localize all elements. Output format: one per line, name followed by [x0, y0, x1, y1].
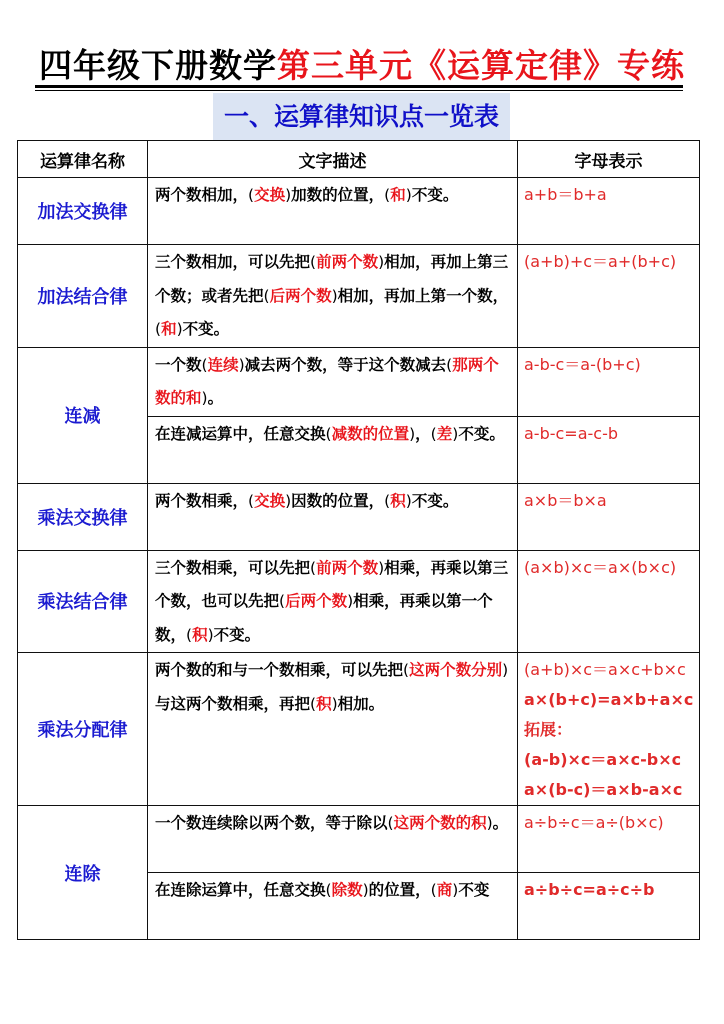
bracket: (: [186, 625, 193, 644]
law-formula: [518, 483, 700, 550]
bracket: (: [384, 491, 391, 510]
law-formula: [518, 550, 700, 653]
laws-table: [17, 140, 700, 940]
formula-line: a÷b÷c=a÷c÷b: [524, 880, 655, 899]
description-text: 相乘，再乘以第一个数，: [155, 592, 493, 644]
title-unit: 第三单元《运算定律》专练: [277, 46, 685, 85]
law-formula: [518, 178, 700, 245]
highlight-keyword: 积: [192, 625, 208, 644]
law-description: [148, 483, 518, 550]
bracket: (: [201, 355, 208, 374]
description-text: 一个数连续除以两个数，等于除以: [155, 814, 388, 832]
bracket: (: [248, 491, 255, 510]
law-description: [148, 245, 518, 348]
formula-line: (a×b)×c＝a×(b×c): [524, 557, 677, 577]
highlight-keyword: 那两个数的和: [155, 355, 499, 407]
description-text: 在连减运算中，任意交换: [155, 424, 326, 443]
highlight-keyword: 这两个数的积: [393, 814, 487, 832]
highlight-keyword: 交换: [254, 186, 286, 204]
header-description: 文字描述: [148, 141, 518, 178]
bracket: ): [486, 814, 493, 832]
highlight-keyword: 交换: [254, 491, 286, 510]
table-row: [18, 550, 700, 653]
title-grade: 四年级下册数学: [39, 46, 277, 85]
bracket: ): [176, 320, 183, 338]
description-text: 相加，再加上第一个数，: [337, 286, 509, 305]
table-row: [18, 806, 700, 873]
bracket: (: [430, 424, 437, 443]
formula-line: a+b＝b+a: [524, 185, 607, 204]
description-text: 不变。: [411, 491, 459, 510]
law-formula: [518, 873, 700, 940]
law-name: 加法结合律: [18, 245, 148, 348]
bracket: ): [201, 389, 208, 407]
formula-line: a×(b+c)=a×b+a×c: [524, 690, 694, 709]
law-formula: [518, 416, 700, 483]
bracket: (: [155, 320, 162, 338]
description-text: 不变。: [182, 320, 230, 338]
bracket: ): [452, 881, 459, 899]
description-text: 两个数相乘，: [155, 491, 249, 510]
highlight-keyword: 和: [161, 320, 177, 338]
description-text: 在连除运算中，任意交换: [155, 881, 326, 899]
table-row: [18, 245, 700, 348]
bracket: (: [310, 694, 317, 713]
page-title: [0, 44, 724, 88]
bracket: ): [405, 491, 412, 510]
law-name: 乘法交换律: [18, 483, 148, 550]
law-name: 连减: [18, 347, 148, 483]
description-text: 因数的位置，: [291, 491, 385, 510]
bracket: ): [207, 625, 214, 644]
description-text: 三个数相乘，可以先把: [155, 558, 311, 577]
description-text: 不变: [458, 881, 490, 899]
highlight-keyword: 积: [390, 491, 406, 510]
bracket: ): [331, 286, 338, 305]
bracket: (: [248, 186, 255, 204]
bracket: ): [285, 491, 292, 510]
bracket: (: [430, 881, 437, 899]
bracket: ): [378, 253, 385, 271]
bracket: ): [452, 424, 459, 443]
formula-line: (a-b)×c＝a×c-b×c: [524, 750, 682, 769]
formula-line: a÷b÷c＝a÷(b×c): [524, 813, 664, 832]
description-text: 相加。: [337, 694, 385, 713]
highlight-keyword: 商: [436, 881, 453, 899]
highlight-keyword: 这两个数分别: [409, 661, 503, 679]
header-law-name: 运算律名称: [18, 141, 148, 178]
law-name: 乘法结合律: [18, 550, 148, 653]
bracket: (: [310, 558, 317, 577]
bracket: ): [331, 694, 338, 713]
highlight-keyword: 前两个数: [316, 253, 379, 271]
highlight-keyword: 后两个数: [269, 286, 332, 305]
bracket: (: [310, 253, 317, 271]
bracket: ): [378, 558, 385, 577]
description-text: 不变。: [458, 424, 505, 443]
highlight-keyword: 除数: [331, 881, 363, 899]
highlight-keyword: 积: [316, 694, 332, 713]
law-name: 加法交换律: [18, 178, 148, 245]
description-text: 加数的位置，: [291, 186, 385, 204]
description-text: 。: [492, 814, 509, 832]
formula-line: a-b-c＝a-(b+c): [524, 354, 641, 374]
formula-line: 拓展：: [524, 720, 573, 739]
bracket: (: [263, 286, 270, 305]
table-row: [18, 653, 700, 806]
table-row: [18, 483, 700, 550]
law-description: [148, 873, 518, 940]
title-underline-thin: [35, 90, 683, 91]
bracket: ): [409, 424, 416, 443]
description-text: 相加，再加上第三个数；或者先把: [155, 253, 509, 305]
description-text: 减去两个数，等于这个数减去: [244, 355, 447, 374]
bracket: ): [238, 355, 245, 374]
bracket: (: [403, 661, 410, 679]
highlight-keyword: 和: [390, 186, 406, 204]
title-underline-thick: [35, 85, 683, 88]
highlight-keyword: 连续: [207, 355, 239, 374]
highlight-keyword: 后两个数: [285, 592, 348, 610]
bracket: ): [502, 661, 509, 679]
header-formula: 字母表示: [518, 141, 700, 178]
law-description: [148, 653, 518, 806]
bracket: ): [362, 881, 369, 899]
formula-line: a×(b-c)＝a×b-a×c: [524, 780, 683, 799]
formula-line: (a+b)+c＝a+(b+c): [524, 252, 677, 271]
formula-line: (a+b)×c＝a×c+b×c: [524, 660, 686, 679]
bracket: (: [325, 424, 332, 443]
law-formula: [518, 653, 700, 806]
table-row: [18, 178, 700, 245]
bracket: (: [387, 814, 394, 832]
description-text: ，: [415, 424, 431, 443]
law-description: [148, 416, 518, 483]
bracket: (: [446, 355, 453, 374]
description-text: 三个数相加，可以先把: [155, 253, 311, 271]
formula-line: a×b＝b×a: [524, 490, 607, 510]
highlight-keyword: 减数的位置: [331, 424, 410, 443]
bracket: (: [325, 881, 332, 899]
bracket: ): [285, 186, 292, 204]
section-heading: 一、运算律知识点一览表: [213, 93, 510, 140]
law-description: [148, 806, 518, 873]
description-text: 两个数相加，: [155, 186, 249, 204]
description-text: 一个数: [155, 355, 202, 374]
description-text: 与这两个数相乘，再把: [155, 694, 311, 713]
table-row: [18, 347, 700, 416]
law-name: 连除: [18, 806, 148, 940]
description-text: 的位置，: [368, 881, 431, 899]
description-text: 相乘，再乘以第三个数，也可以先把: [155, 558, 509, 610]
description-text: 不变。: [213, 625, 261, 644]
description-text: 两个数的和与一个数相乘，可以先把: [155, 661, 404, 679]
bracket: (: [279, 592, 286, 610]
description-text: 不变。: [411, 186, 459, 204]
table-header-row: [18, 141, 700, 178]
bracket: ): [347, 592, 354, 610]
law-name: 乘法分配律: [18, 653, 148, 806]
bracket: (: [384, 186, 391, 204]
law-formula: [518, 806, 700, 873]
bracket: ): [405, 186, 412, 204]
law-description: [148, 347, 518, 416]
law-formula: [518, 245, 700, 348]
highlight-keyword: 差: [436, 424, 453, 443]
highlight-keyword: 前两个数: [316, 558, 379, 577]
description-text: 。: [207, 389, 224, 407]
law-description: [148, 178, 518, 245]
formula-line: a-b-c=a-c-b: [524, 423, 619, 443]
law-description: [148, 550, 518, 653]
law-formula: [518, 347, 700, 416]
